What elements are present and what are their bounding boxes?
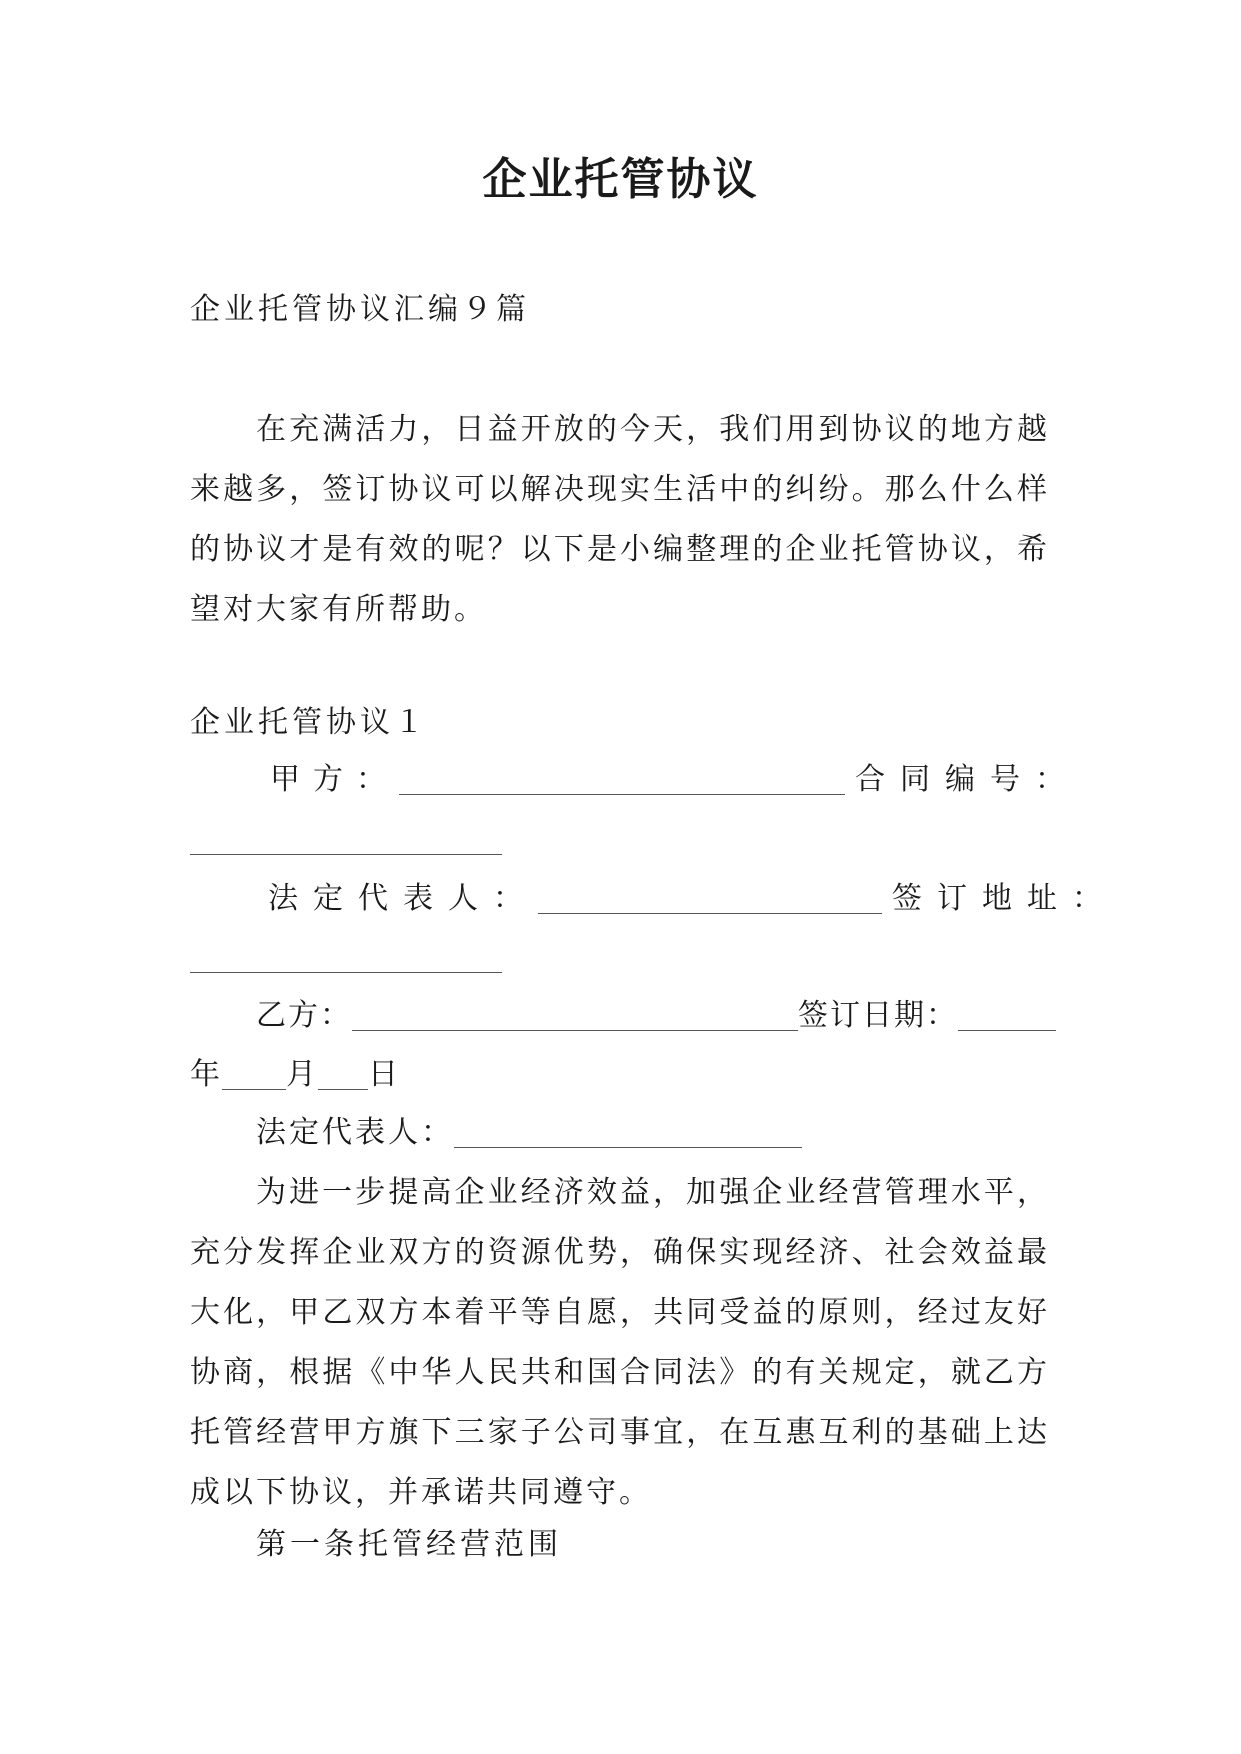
sign-date-month-field[interactable] — [222, 1059, 286, 1090]
party-a-label: 甲方： — [270, 762, 399, 797]
day-label: 日 — [368, 1057, 400, 1092]
legal-rep-b-field[interactable] — [454, 1117, 802, 1148]
legal-rep-a-field[interactable] — [538, 883, 882, 914]
document-subtitle: 企业托管协议汇编９篇 — [190, 292, 530, 327]
sign-date-day-field[interactable] — [318, 1059, 368, 1090]
legal-rep-a-label: 法定代表人： — [268, 881, 538, 916]
party-b-label: 乙方： — [256, 998, 352, 1033]
month-label: 月 — [286, 1057, 318, 1092]
sign-address-label: 签订地址： — [892, 881, 1117, 916]
year-label: 年 — [190, 1057, 222, 1092]
party-b-row — [256, 996, 1056, 1036]
sign-date-year-field[interactable] — [958, 1000, 1056, 1031]
sign-address-row — [190, 938, 502, 978]
party-b-field[interactable] — [352, 1000, 798, 1031]
legal-rep-b-label: 法定代表人： — [256, 1115, 454, 1150]
sign-address-field[interactable] — [190, 942, 502, 973]
legal-rep-b-row — [256, 1113, 802, 1153]
body-paragraph: 为进一步提高企业经济效益，加强企业经营管理水平，充分发挥企业双方的资源优势，确保实现经济、社会效益最大化，甲乙双方本着平等自愿，共同受益的原则，经过友好协商，根据《中华人民共和国合同法》的有关规定，就乙方托管经营甲方旗下三家子公司事宜，在互惠互利的基础上达成以下协议，并承诺共同遵守。 — [190, 1175, 1050, 1510]
section-heading: 企业托管协议１ — [190, 705, 428, 740]
party-a-field[interactable] — [399, 764, 845, 795]
party-a-row — [270, 760, 1080, 800]
sign-date-label: 签订日期： — [798, 998, 958, 1033]
document-title: 企业托管协议 — [482, 154, 759, 205]
contract-no-row — [190, 820, 502, 860]
contract-no-label: 合同编号： — [855, 762, 1080, 797]
sign-date-row — [190, 1055, 400, 1095]
legal-rep-a-row — [268, 879, 1117, 919]
contract-no-field[interactable] — [190, 824, 502, 855]
article-heading: 第一条托管经营范围 — [256, 1527, 562, 1562]
intro-paragraph: 在充满活力，日益开放的今天，我们用到协议的地方越来越多，签订协议可以解决现实生活中的纠纷。那么什么样的协议才是有效的呢？以下是小编整理的企业托管协议，希望对大家有所帮助。 — [190, 412, 1050, 627]
